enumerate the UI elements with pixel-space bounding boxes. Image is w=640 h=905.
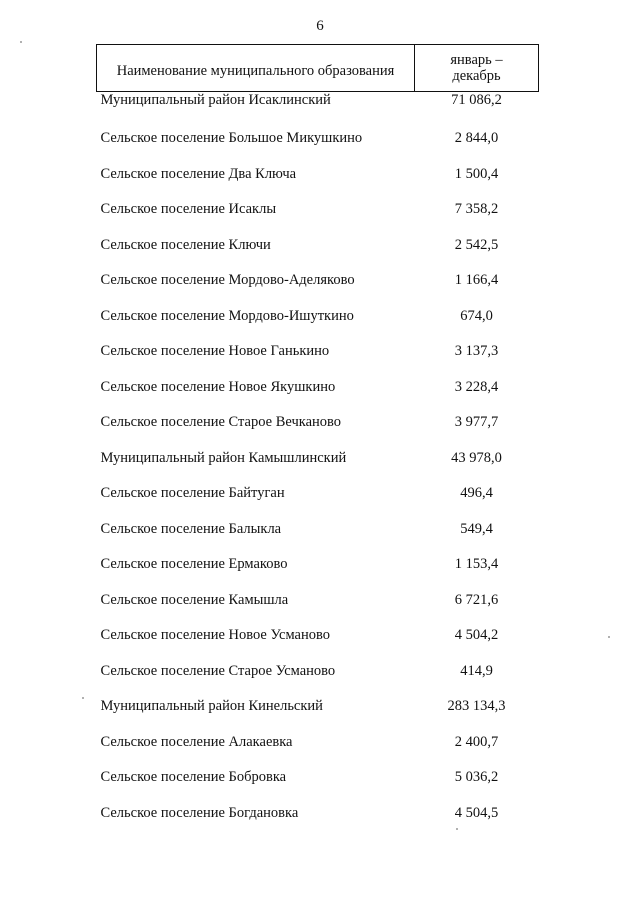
table-row bbox=[97, 343, 539, 379]
table-row bbox=[97, 663, 539, 699]
header-row bbox=[97, 45, 539, 92]
municipality-name: Сельское поселение Два Ключа bbox=[100, 165, 297, 182]
municipality-name: Сельское поселение Новое Ганькино bbox=[100, 343, 330, 359]
table-row bbox=[97, 130, 539, 166]
municipality-name: Сельское поселение Новое Якушкино bbox=[100, 378, 336, 395]
municipality-value: 1 166,4 bbox=[454, 272, 499, 288]
page-number: 6 bbox=[316, 18, 324, 34]
table-row bbox=[97, 414, 539, 450]
municipality-value: 5 036,2 bbox=[454, 769, 499, 785]
header-period-line1: январь – bbox=[450, 52, 503, 68]
municipality-name: Сельское поселение Исаклы bbox=[100, 201, 277, 217]
scan-speck bbox=[82, 697, 84, 699]
table-row bbox=[97, 92, 539, 131]
municipality-value: 414,9 bbox=[460, 662, 493, 679]
municipality-value: 4 504,2 bbox=[454, 627, 499, 643]
table-row bbox=[97, 485, 539, 521]
municipality-name: Сельское поселение Камышла bbox=[100, 591, 289, 608]
municipality-value: 3 977,7 bbox=[454, 414, 499, 430]
table-row bbox=[97, 166, 539, 202]
municipality-value: 71 086,2 bbox=[451, 92, 502, 108]
table-row bbox=[97, 805, 539, 841]
table-row bbox=[97, 698, 539, 734]
municipality-value: 283 134,3 bbox=[447, 698, 506, 714]
municipality-name: Сельское поселение Богдановка bbox=[100, 804, 299, 821]
municipality-name: Муниципальный район Исаклинский bbox=[100, 92, 331, 108]
municipality-value: 2 400,7 bbox=[454, 733, 499, 750]
municipality-name: Сельское поселение Ермаково bbox=[100, 556, 288, 572]
municipality-name: Сельское поселение Старое Вечканово bbox=[100, 414, 342, 430]
table-row bbox=[97, 734, 539, 770]
scan-speck bbox=[20, 41, 22, 43]
table-row bbox=[97, 627, 539, 663]
municipality-name: Сельское поселение Бобровка bbox=[100, 769, 287, 785]
municipality-name: Сельское поселение Ключи bbox=[100, 236, 271, 253]
table-row bbox=[97, 556, 539, 592]
scan-speck bbox=[608, 636, 610, 638]
table-body bbox=[97, 92, 539, 841]
municipality-value: 3 137,3 bbox=[454, 343, 499, 359]
municipality-name: Сельское поселение Байтуган bbox=[100, 485, 285, 501]
municipality-value: 3 228,4 bbox=[454, 378, 499, 395]
municipality-value: 4 504,5 bbox=[454, 804, 499, 821]
header-period bbox=[415, 45, 539, 92]
municipality-name: Сельское поселение Алакаевка bbox=[100, 733, 293, 750]
municipality-value: 1 500,4 bbox=[454, 165, 499, 182]
table-header bbox=[97, 45, 539, 92]
table-row bbox=[97, 379, 539, 415]
municipality-name: Муниципальный район Кинельский bbox=[100, 698, 323, 714]
table-row bbox=[97, 201, 539, 237]
table-row bbox=[97, 308, 539, 344]
header-municipality-name: Наименование муниципального образования bbox=[97, 45, 415, 92]
municipality-value: 496,4 bbox=[460, 485, 493, 501]
header-period-line2: декабрь bbox=[452, 68, 501, 84]
municipality-name: Сельское поселение Новое Усманово bbox=[100, 627, 330, 643]
table-row bbox=[97, 521, 539, 557]
municipality-name: Муниципальный район Камышлинский bbox=[100, 449, 347, 466]
table-row bbox=[97, 272, 539, 308]
municipality-value: 7 358,2 bbox=[454, 201, 499, 217]
municipality-name: Сельское поселение Мордово-Аделяково bbox=[100, 272, 355, 288]
municipality-value: 6 721,6 bbox=[454, 591, 499, 608]
table-row bbox=[97, 237, 539, 273]
municipality-value: 549,4 bbox=[460, 520, 493, 537]
municipality-value: 43 978,0 bbox=[451, 449, 502, 466]
municipality-name: Сельское поселение Старое Усманово bbox=[100, 662, 336, 679]
municipality-value: 1 153,4 bbox=[454, 556, 499, 572]
municipality-name: Сельское поселение Большое Микушкино bbox=[100, 130, 363, 146]
table-row bbox=[97, 769, 539, 805]
municipality-name: Сельское поселение Балыкла bbox=[100, 520, 282, 537]
municipality-value: 674,0 bbox=[460, 307, 493, 324]
table-row bbox=[97, 450, 539, 486]
municipality-value: 2 844,0 bbox=[454, 130, 499, 146]
scan-speck bbox=[456, 828, 458, 830]
municipality-name: Сельское поселение Мордово-Ишуткино bbox=[100, 307, 354, 324]
budget-table bbox=[96, 44, 539, 840]
municipality-value: 2 542,5 bbox=[454, 236, 499, 253]
table-row bbox=[97, 592, 539, 628]
